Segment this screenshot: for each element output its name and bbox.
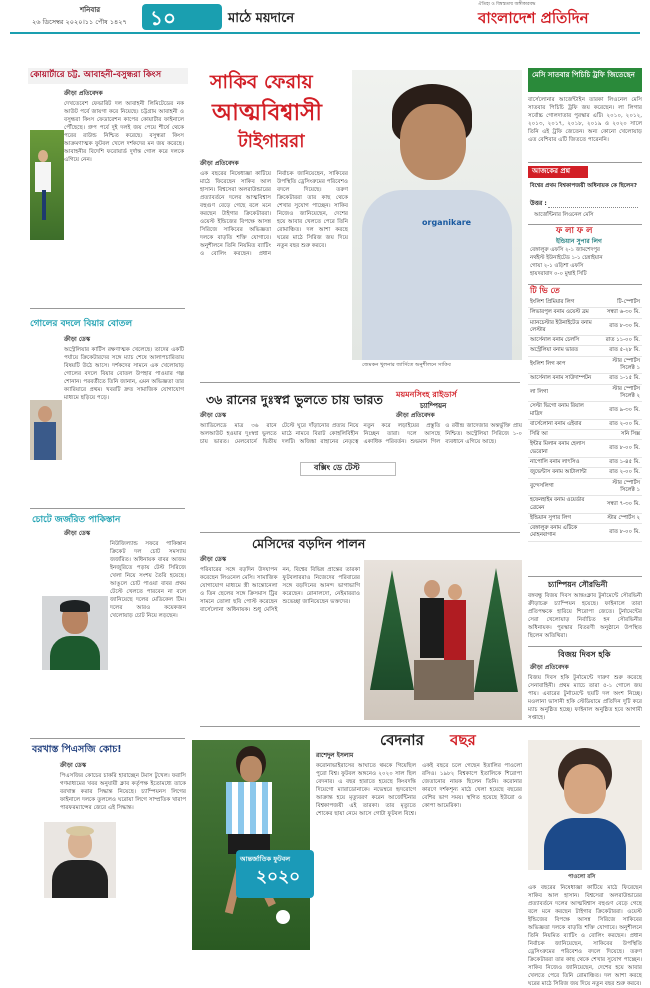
shakib-photo: organikare bbox=[352, 70, 522, 360]
tv-channel-time: রাত ১-৪৫ মি. bbox=[597, 458, 642, 468]
lead-headline-line2: আত্মবিশ্বাসী bbox=[212, 100, 322, 126]
tv-event: হফেনহাইম বনাম ওয়ের্ডার ব্রেমেন bbox=[528, 496, 597, 514]
tv-row bbox=[528, 478, 642, 496]
tv-row bbox=[528, 524, 642, 542]
hockey-byline: ক্রীড়া প্রতিবেদক bbox=[530, 664, 569, 671]
tv-event: নাপোলি বনাম লাৎসিও bbox=[528, 458, 597, 468]
bedona-byline: রাশেদুল ইসলাম bbox=[316, 752, 354, 759]
tv-row bbox=[528, 513, 642, 523]
divider-right-1 bbox=[528, 162, 642, 163]
messi-text: পরিবারের সঙ্গে বড়দিন উদযাপন করেছেন লিওনেল মেসি। সামাজিক যোগাযোগ মাধ্যমে স্ত্রী আন্তোনেলা ও তিন ছেলের সঙ্গে ক্রিসমাস ট্রির সামনে তোলা ছবি পোস্ট করেছেন বার্সেলোনা অধিনায়ক। শুধু মেসিই নন, বিশ্বের বিভিন্ন প্রান্তের তারকা ফুটবলাররাও নিজেদের পরিবারের সঙ্গে বড়দিনের আনন্দ ভাগাভাগি করেছেন। রোনালদো, নেইমাররাও শুভেচ্ছা জানিয়েছেন ভক্তদের। bbox=[200, 567, 360, 613]
story3-headline: চোটে জর্জরিত পাকিস্তান bbox=[32, 515, 121, 525]
quiz-footer: আর্জেন্টিনার লিওনেল মেসি bbox=[534, 212, 594, 218]
tv-channel-time: স্টার স্পোর্টস সিলেক্ট ২ bbox=[597, 384, 642, 402]
tv-row bbox=[528, 346, 642, 356]
sourav-text: বঙ্গবন্ধু বিজয় দিবস আন্তঃক্লাব টুর্নামেন্টে সৌরভিনী ক্রীড়াচক্র চ্যাম্পিয়ন হয়েছে। ফাইনালে তারা প্রতিপক্ষকে হারিয়ে শিরোপা জেতে। টুর্নামেন্টের সেরা খেলোয়াড় নির্বাচিত হন সৌরভিনীর অধিনায়ক। পুরস্কার বিতরণী অনুষ্ঠানে উপস্থিত ছিলেন অতিথিরা। bbox=[528, 593, 642, 639]
masthead-logo: বাংলাদেশ প্রতিদিন bbox=[478, 9, 589, 27]
sourav-headline: চ্যাম্পিয়ন সৌরভিনী bbox=[548, 580, 608, 589]
babar-photo bbox=[42, 596, 108, 670]
tv-row bbox=[528, 384, 642, 402]
story36-byline: ক্রীড়া ডেস্ক bbox=[200, 412, 227, 419]
tv-event: ইন্টার মিলান বনাম হেলাস ভেরোনা bbox=[528, 440, 597, 458]
messi-headline: মেসিদের বড়দিন পালন bbox=[252, 536, 366, 551]
lead-text: এক বছরের নিষেধাজ্ঞা কাটিয়ে মাঠে ফিরেছেন সাকিব আল হাসান। বিশ্বসেরা অলরাউন্ডারের প্রত্যাবর্তনে দলের আত্মবিশ্বাস বহুগুণ বেড়ে গেছে বলে মনে করছেন টাইগার ক্রিকেটাররা। ওয়েস্ট ইন্ডিজের বিপক্ষে আসন্ন সিরিজে সাকিবের অভিজ্ঞতা দলকে বাড়তি শক্তি যোগাবে। অনুশীলনে তিনি নিয়মিত ব্যাটিং ও বোলিং করছেন। প্রধান নির্বাচক জানিয়েছেন, সাকিবের উপস্থিতি ড্রেসিংরুমের পরিবেশও বদলে দিয়েছে। তরুণ ক্রিকেটাররা তার কাছ থেকে শেখার সুযোগ পাচ্ছেন। সাকিব নিজেও জানিয়েছেন, দেশের হয়ে আবার খেলতে পেরে তিনি রোমাঞ্চিত। দল আশা করছে ঘরের মাঠে সিরিজ জয় দিয়ে নতুন বছর শুরু করবে। bbox=[200, 171, 348, 257]
tv-channel-time: স্টার স্পোর্টস সিলেক্ট ১ bbox=[597, 356, 642, 374]
green-box-headline: মেসি সাতবার পিচিচি ট্রফি জিতেছেন bbox=[532, 71, 635, 79]
story1-text: দেখতেবেশ ফেভারিট দল আবাহনী লিমিটেডের নক আউট পর্বে জায়গা করে নিয়েছে। চট্টগ্রাম আবাহনী ও বসুন্ধরা কিংস ফেডারেশন কাপের কোয়ার্টার ফাইনালে পৌঁছেছে। গ্রুপ পর্বে দুই দলই জয় পেয়ে শীর্ষে থেকে পরের রাউন্ড নিশ্চিত করেছে। বসুন্ধরা কিংস আক্রমণাত্মক ফুটবল খেলে দর্শকদের মন জয় করেছে। আবাহনীর বিদেশি ফরোয়ার্ড দুর্দান্ত গোল করে দলকে এগিয়ে নেন। bbox=[64, 101, 184, 163]
section-title: মাঠে ময়দানে bbox=[228, 11, 295, 26]
divider-2 bbox=[30, 508, 185, 509]
story4-byline: ক্রীড়া ডেস্ক bbox=[60, 762, 87, 769]
fixture-heading: ফ লা ফ ল bbox=[556, 226, 593, 236]
tv-channel-time: সন্ধ্যা ৭-৩০ মি. bbox=[597, 496, 642, 514]
tv-row bbox=[528, 356, 642, 374]
bedona-badge-line2: ২০২০ bbox=[256, 867, 301, 887]
story4-headline: বরখাস্ত পিএসজি কোচ! bbox=[32, 744, 122, 755]
tv-event: লা লিগা bbox=[528, 384, 597, 402]
tv-row bbox=[528, 440, 642, 458]
tv-channel-time: স্টার স্পোর্টস ২ bbox=[597, 513, 642, 523]
tv-row bbox=[528, 430, 642, 440]
story3-byline: ক্রীড়া ডেস্ক bbox=[64, 530, 91, 537]
tv-event: বেঙ্গালুরু বনাম এটিকে মোহনবাগান bbox=[528, 524, 597, 542]
quiz-title: আজকের প্রশ্ন bbox=[532, 167, 571, 175]
tv-schedule bbox=[528, 298, 642, 542]
story2-headline: গোলের বদলে বিয়ার বোতল bbox=[30, 319, 133, 329]
tv-channel-time: রাত ১১-০০ মি. bbox=[597, 336, 642, 346]
tv-row bbox=[528, 402, 642, 420]
header-date: ২৬ ডিসেম্বর ২০২০।১১ পৌষ ১৪২৭ bbox=[32, 18, 127, 26]
divider-messi bbox=[200, 726, 640, 727]
hockey-headline: বিজয় দিবস হকি bbox=[558, 650, 611, 659]
story3-text: নিউজিল্যান্ড সফরে পাকিস্তান ক্রিকেট দল চোট সমস্যায় জর্জরিত। অধিনায়ক বাবর আজম ইনজুরিতে পড়ায় টেস্ট সিরিজে খেলা নিয়ে সংশয় তৈরি হয়েছে। আঙুলে চোট পাওয়া বাবর প্রথম টেস্টে খেলতে পারবেন না বলে জানিয়েছে দলের মেডিকেল টিম। দলের আরও কয়েকজন খেলোয়াড় চোট নিয়ে লড়ছেন। bbox=[110, 541, 186, 619]
tv-channel-time: টি-স্পোর্টস bbox=[597, 298, 642, 308]
lead-headline-line1: সাকিব ফেরায় bbox=[210, 71, 313, 93]
tv-channel-time: রাত ২-০০ মি. bbox=[597, 468, 642, 478]
rossi-text-continued: এক বছরের নিষেধাজ্ঞা কাটিয়ে মাঠে ফিরেছেন সাকিব আল হাসান। বিশ্বসেরা অলরাউন্ডারের প্রত্যাবর্তনে দলের আত্মবিশ্বাস বহুগুণ বেড়ে গেছে বলে মনে করছেন টাইগার ক্রিকেটাররা। ওয়েস্ট ইন্ডিজের বিপক্ষে আসন্ন সিরিজে সাকিবের অভিজ্ঞতা দলকে বাড়তি শক্তি যোগাবে। অনুশীলনে তিনি নিয়মিত ব্যাটিং ও বোলিং করছেন। প্রধান নির্বাচক জানিয়েছেন, সাকিবের উপস্থিতি ড্রেসিংরুমের পরিবেশও বদলে দিয়েছে। তরুণ ক্রিকেটাররা তার কাছ থেকে শেখার সুযোগ পাচ্ছেন। সাকিব নিজেও জানিয়েছেন, দেশের হয়ে আবার খেলতে পেরে তিনি রোমাঞ্চিত। দল আশা করছে ঘরের মাঠে সিরিজ জয় দিয়ে নতুন বছর শুরু করবে। bbox=[528, 885, 642, 987]
fixture-line: বেঙ্গালুরু এফসি ২-১ জামশেদপুর bbox=[530, 247, 600, 253]
tv-event: সেল্টা ভিগো বনাম রিয়াল মাদ্রিদ bbox=[528, 402, 597, 420]
tv-channel-time: রাত ১-১৫ মি. bbox=[597, 374, 642, 384]
bedona-badge-line1: আন্তর্জাতিক ফুটবল bbox=[240, 855, 291, 863]
tv-event: সিরি আ bbox=[528, 430, 597, 440]
divider-36 bbox=[200, 532, 520, 533]
divider-right-4 bbox=[528, 576, 642, 577]
tv-channel-time: স্টার স্পোর্টস সিলেক্ট ১ bbox=[597, 478, 642, 496]
maradona-photo bbox=[192, 740, 310, 950]
tv-channel-time: সনি সিক্স bbox=[597, 430, 642, 440]
quiz-answer-label: উত্তর : bbox=[530, 200, 547, 207]
football-action-photo bbox=[30, 130, 64, 240]
divider-3 bbox=[30, 738, 185, 739]
story2-byline: ক্রীড়া ডেস্ক bbox=[64, 336, 91, 343]
tv-table bbox=[528, 298, 642, 542]
fixture-line: হায়দরাবাদ ০-০ মুম্বাই সিটি bbox=[530, 271, 587, 277]
tv-row bbox=[528, 468, 642, 478]
tv-heading: টি ভি তে bbox=[530, 286, 560, 295]
divider-right-2 bbox=[528, 224, 642, 225]
tv-event: আর্সেনাল বনাম চেলসি bbox=[528, 336, 597, 346]
divider-right-3 bbox=[528, 284, 642, 285]
tv-event: ইংলিশ প্রিমিয়ার লিগ bbox=[528, 298, 597, 308]
tv-row bbox=[528, 336, 642, 346]
mosaddek-byline: ক্রীড়া প্রতিবেদক bbox=[396, 412, 435, 419]
divider-lead bbox=[200, 382, 520, 383]
story36-text: অ্যাডিলেডে মাত্র ৩৬ রানে অলআউট হওয়ার দুঃস্বপ্ন ভুলতে চায় ভারত। মেলবোর্নে দ্বিতীয় টেস্টে ঘুরে দাঁড়ানোর প্রত্যয় নিয়ে মাঠে নামবে বিরাট কোহলিবিহীন দলটি। অজিঙ্কা রাহানের নেতৃত্বে নতুন করে লড়াইয়ের প্রস্তুতি নিচ্ছেন তারা। দলে আসছে একাধিক পরিবর্তন। শুভমান গিল ও রবীন্দ্র জাদেজার অন্তর্ভুক্তি প্রায় নিশ্চিত। অস্ট্রেলিয়া সিরিজে ১-০ ব্যবধানে এগিয়ে আছে। bbox=[200, 423, 522, 445]
fixture-line: নর্থইস্ট ইউনাইটেড ১-১ চেন্নাইয়ান bbox=[530, 255, 603, 261]
bedona-text: করোনাভাইরাসের আঘাতে থমকে গিয়েছিল পুরো বিশ্ব। ফুটবল অঙ্গনেও ২০২০ সাল ছিল বেদনার। এ বছর হারাতে হয়েছে কিংবদন্তি দিয়েগো ম্যারাডোনাকে। নভেম্বরে হৃদরোগে আক্রান্ত হয়ে মৃত্যুবরণ করেন আর্জেন্টিনার বিশ্বকাপজয়ী এই তারকা। তার মৃত্যুতে শোকের ছায়া নেমে আসে গোটা ফুটবল বিশ্বে। একই বছরে চলে গেছেন ইতালির পাওলো রসিও। ১৯৮২ বিশ্বকাপে ইতালিকে শিরোপা জেতানোর নায়ক ছিলেন তিনি। করোনার কারণে দর্শকশূন্য মাঠে খেলা হয়েছে বছরের বেশির ভাগ সময়। স্থগিত হয়েছে ইউরো ও কোপা আমেরিকা। bbox=[316, 763, 522, 817]
messi-family-photo bbox=[364, 560, 522, 720]
rossi-caption: পাওলো রসি bbox=[568, 874, 596, 880]
story36-headline: ৩৬ রানের দুঃস্বপ্ন ভুলতে চায় ভারত bbox=[206, 392, 383, 407]
tv-event: ইংলিশ লিগ কাপ bbox=[528, 356, 597, 374]
mosaddek-headline: ময়মনসিংহ রাইডার্স bbox=[396, 390, 457, 399]
tv-row bbox=[528, 374, 642, 384]
tv-channel-time: রাত ৮-৩০ মি. bbox=[597, 318, 642, 336]
story2-text: অস্ট্রেলিয়ার কার্টিস রক্ষণাত্মক খেলেছে। তাদের একটি পর্যায়ে ক্রিকেটারদের সঙ্গে ম্যাচ শেষে আলাপচারিতায় বিষয়টি উঠে আসে। দর্শকদের সামনে এক খেলোয়াড় গোলের বদলে বিয়ার বোতল উপহার পাওয়ার গল্প শোনান। পরবর্তীতে তিনি জানান, এমন অভিজ্ঞতা তার ক্যারিয়ারে প্রথম। খবরটি দ্রুত সামাজিক যোগাযোগ মাধ্যমে ছড়িয়ে পড়ে। bbox=[64, 347, 184, 401]
quiz-answer-line bbox=[548, 207, 638, 208]
tv-event: বার্সেলোনা বনাম এইবার bbox=[528, 419, 597, 429]
story36-subhead: বক্সিং ডে টেস্ট bbox=[314, 463, 360, 472]
tv-channel-time: রাত ২-০০ মি. bbox=[597, 419, 642, 429]
messi-byline: ক্রীড়া ডেস্ক bbox=[200, 556, 227, 563]
header-day: শনিবার bbox=[80, 6, 101, 14]
tv-row bbox=[528, 458, 642, 468]
rossi-portrait bbox=[528, 740, 642, 870]
story1-headline: কোয়ার্টারে চট্ট. আবাহনী-বসুন্ধরা কিংস bbox=[30, 70, 162, 80]
lead-photo-caption: জেমকন খুলনার জার্সিতে অনুশীলনে সাকিব bbox=[362, 362, 451, 368]
tv-event: আর্সেনাল বনাম সাউদাম্পটন bbox=[528, 374, 597, 384]
tv-channel-time: রাত ৮-০০ মি. bbox=[597, 524, 642, 542]
divider-1 bbox=[30, 308, 185, 309]
bedona-headline-post: বছর bbox=[450, 731, 476, 749]
tv-row bbox=[528, 308, 642, 318]
tv-event: ম্যানচেস্টার ইউনাইটেড বনাম লেস্টার bbox=[528, 318, 597, 336]
tv-row bbox=[528, 318, 642, 336]
tv-row bbox=[528, 419, 642, 429]
lead-byline: ক্রীড়া প্রতিবেদক bbox=[200, 160, 239, 167]
divider-right-5 bbox=[528, 646, 642, 647]
story1-byline: ক্রীড়া প্রতিবেদক bbox=[64, 90, 103, 97]
story4-text: পিএসজির কোচের চাকরি হারাচ্ছেন টমাস টুখেল। ফরাসি গণমাধ্যমের খবর অনুযায়ী ক্লাব কর্তৃপক্ষ ইতোমধ্যে তাকে বরখাস্ত করার সিদ্ধান্ত নিয়েছে। চ্যাম্পিয়নস লিগের ফাইনালে দলকে তুললেও ঘরোয়া লিগে সাম্প্রতিক খারাপ পারফরম্যান্সের জেরে এই সিদ্ধান্ত। bbox=[60, 773, 186, 811]
tv-channel-time: সন্ধ্যা ৬-৩০ মি. bbox=[597, 308, 642, 318]
tv-channel-time: রাত ৫-২৮ মি. bbox=[597, 346, 642, 356]
mosaddek-sub: চ্যাম্পিয়ন bbox=[420, 402, 447, 410]
tv-event: ইন্ডিয়ান সুপার লিগ bbox=[528, 513, 597, 523]
tv-channel-time: রাত ৯-৩০ মি. bbox=[597, 402, 642, 420]
page-number: ১০ bbox=[150, 6, 176, 30]
green-box-text: বার্সেলোনার আর্জেন্টাইন তারকা লিওনেল মেসি সাতবার পিচিচি ট্রফি জয় করেছেন। লা লিগার সর্বোচ্চ গোলদাতার পুরস্কার এটি। ২০১০, ২০১২, ২০১৩, ২০১৭, ২০১৮, ২০১৯ ও ২০২০ সালে তিনি এই ট্রফি জেতেন। অন্য কোনো খেলোয়াড় এত বেশিবার এটি জিততে পারেননি। bbox=[528, 97, 642, 143]
hockey-text: বিজয় দিবস হকি টুর্নামেন্টে দারুণ শুরু করেছে সেনাবাহিনী। প্রথম ম্যাচে তারা ৫-১ গোলে জয় পায়। এবারের টুর্নামেন্টে ছয়টি দল অংশ নিচ্ছে। মওলানা ভাসানী হকি স্টেডিয়ামে প্রতিদিন দুটি করে ম্যাচ অনুষ্ঠিত হচ্ছে। ফাইনাল অনুষ্ঠিত হবে আগামী সপ্তাহে। bbox=[528, 675, 642, 721]
header-rule bbox=[10, 32, 640, 34]
tv-event: বুন্দেসলিগা bbox=[528, 478, 597, 496]
tuchel-photo bbox=[44, 822, 116, 898]
fixture-subhead: ইন্ডিয়ান সুপার লিগ bbox=[556, 238, 602, 245]
bedona-headline-pre: বেদনার bbox=[380, 731, 424, 749]
quiz-question: বিশ্বের প্রথম বিশ্বকাপজয়ী অধিনায়ক কে ছিলেন? bbox=[530, 183, 637, 189]
tv-event: লিভারপুল বনাম ওয়েস্ট ব্রম bbox=[528, 308, 597, 318]
fixture-list bbox=[530, 246, 642, 278]
tv-row bbox=[528, 496, 642, 514]
lead-headline-line3: টাইগাররা bbox=[238, 131, 305, 152]
tv-channel-time: রাত ৮-০০ মি. bbox=[597, 440, 642, 458]
tv-event: জুভেন্টাস বনাম আটালান্টা bbox=[528, 468, 597, 478]
tv-event: অস্ট্রেলিয়া বনাম ভারত bbox=[528, 346, 597, 356]
fixture-line: গোয়া ২-১ ওড়িশা এফসি bbox=[530, 263, 584, 269]
tv-row bbox=[528, 298, 642, 308]
bottle-photo bbox=[30, 400, 62, 460]
masthead-tagline: ঐতিহ্য ও বিশ্বস্ততায় অঙ্গীকারবদ্ধ bbox=[478, 2, 536, 7]
